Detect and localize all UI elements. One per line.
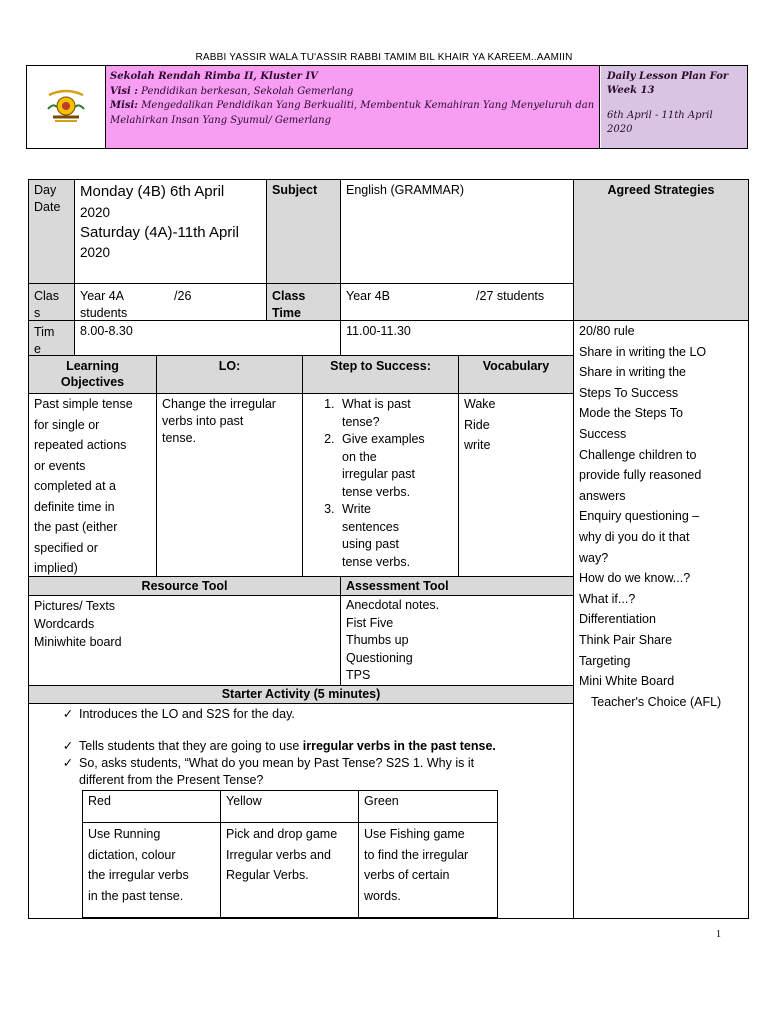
group-red-header: Red — [82, 790, 221, 823]
subject-value: English (GRAMMAR) — [340, 179, 574, 284]
visi-label: Visi : — [110, 85, 138, 97]
resource-tool-list — [28, 595, 341, 686]
time-4b: 11.00-11.30 — [340, 320, 574, 356]
learning-objective-text: Past simple tense for single or repeated actions or events completed at a definite time in the past (either specified or implied) — [28, 393, 157, 577]
strategy-item: How do we know...? — [579, 571, 691, 586]
check-icon: ✓ — [62, 739, 74, 753]
strategy-item: Share in writing the LO — [579, 344, 707, 359]
class-time-label: Class Time — [266, 283, 341, 321]
strategy-item: Mini White Board — [579, 674, 675, 689]
week-title: Daily Lesson Plan For Week 13 — [607, 71, 729, 96]
assessment-item: Anecdotal notes. — [346, 598, 440, 612]
class-4a: Year 4A /26 students — [74, 283, 267, 321]
assessment-item: Thumbs up — [346, 633, 409, 647]
strategy-item: Mode the Steps To — [579, 406, 684, 421]
starter-step: So, asks students, “What do you mean by Past Tense? S2S 1. Why is it different from the Present Tense? — [79, 756, 475, 787]
group-yellow-header: Yellow — [220, 790, 359, 823]
vocab-item: Ride — [464, 417, 490, 432]
step-item: 2. Give examples on the irregular past tense verbs. — [338, 431, 453, 501]
strategy-item: why di you do it that — [579, 529, 690, 544]
misi-label: Misi: — [110, 100, 138, 111]
strategy-item: provide fully reasoned — [579, 468, 702, 483]
time-4a: 8.00-8.30 — [74, 320, 341, 356]
step-item: 1. What is past tense? — [338, 396, 453, 431]
resource-item: Miniwhite board — [34, 635, 122, 649]
step-item: 3. Write sentences using past tense verbs. — [338, 501, 453, 571]
starter-step: Tells students that they are going to use irregular verbs in the past tense. — [79, 739, 496, 753]
steps-header: Step to Success: — [302, 355, 459, 394]
strategy-item: Think Pair Share — [579, 632, 673, 647]
misi-text: Mengedalikan Pendidikan Yang Berkualiti, Membentuk Kemahiran Yang Menyeluruh dan — [141, 100, 595, 111]
strategy-item: way? — [579, 550, 609, 565]
group-green-header: Green — [358, 790, 498, 823]
class-label: Clas s — [28, 283, 75, 321]
check-icon: ✓ — [62, 707, 74, 721]
strategy-item: Challenge children to — [579, 447, 697, 462]
strategy-item: Steps To Success — [579, 385, 679, 400]
group-red-activity: Use Running dictation, colour the irregular verbs in the past tense. — [82, 822, 221, 918]
strategy-item: Targeting — [579, 653, 631, 668]
vocab-item: write — [464, 438, 491, 452]
motto-text: RABBI YASSIR WALA TU'ASSIR RABBI TAMIM BIL KHAIR YA KAREEM..AAMIIN — [195, 52, 573, 63]
assessment-tool-header: Assessment Tool — [340, 576, 574, 596]
agreed-strategies-header: Agreed Strategies — [573, 179, 749, 321]
learning-objectives-header: Learning Objectives — [28, 355, 157, 394]
strategy-item: What if...? — [579, 591, 636, 606]
starter-activity-header: Starter Activity (5 minutes) — [28, 685, 574, 704]
vocab-item: Wake — [464, 397, 496, 411]
strategies-list — [573, 320, 749, 919]
strategy-item: Teacher's Choice (AFL) — [591, 694, 722, 709]
lo-header: LO: — [156, 355, 303, 394]
day-date-label: Day Date — [28, 179, 75, 284]
day-date-value: Monday (4B) 6th April 2020 Saturday (4A)-11th April 2020 — [74, 179, 267, 284]
strategy-item: Differentiation — [579, 612, 656, 627]
vocabulary-list — [458, 393, 574, 577]
resource-item: Wordcards — [34, 617, 95, 631]
lo-text: Change the irregular verbs into past tense. — [156, 393, 303, 577]
misi-text-cont: Melahirkan Insan Yang Syumul/ Gemerlang — [110, 114, 331, 126]
time-label: Tim e — [28, 320, 75, 356]
page-number: 1 — [716, 929, 721, 940]
week-dates: 6th April - 11th April 2020 — [607, 110, 713, 135]
strategy-item: Enquiry questioning – — [579, 509, 700, 524]
strategy-item: 20/80 rule — [579, 324, 635, 338]
vocabulary-header: Vocabulary — [458, 355, 574, 394]
assessment-item: Questioning — [346, 650, 413, 665]
group-yellow-activity: Pick and drop game Irregular verbs and Regular Verbs. — [220, 822, 359, 918]
starter-step: Introduces the LO and S2S for the day. — [79, 707, 295, 721]
assessment-item: Fist Five — [346, 615, 394, 630]
group-green-activity: Use Fishing game to find the irregular verbs of certain words. — [358, 822, 498, 918]
class-4b: Year 4B /27 students — [340, 283, 574, 321]
strategy-item: Success — [579, 426, 627, 441]
strategy-item: answers — [579, 488, 626, 503]
school-name: Sekolah Rendah Rimba II, Kluster IV — [110, 71, 318, 82]
subject-label: Subject — [266, 179, 341, 284]
resource-item: Pictures/ Texts — [34, 599, 116, 613]
visi-text: Pendidikan berkesan, Sekolah Gemerlang — [141, 85, 354, 97]
assessment-tool-list — [340, 595, 574, 686]
strategy-item: Share in writing the — [579, 365, 687, 380]
assessment-item: TPS — [346, 668, 371, 682]
resource-tool-header: Resource Tool — [28, 576, 341, 596]
check-icon: ✓ — [62, 756, 74, 770]
steps-to-success-list — [302, 393, 459, 577]
